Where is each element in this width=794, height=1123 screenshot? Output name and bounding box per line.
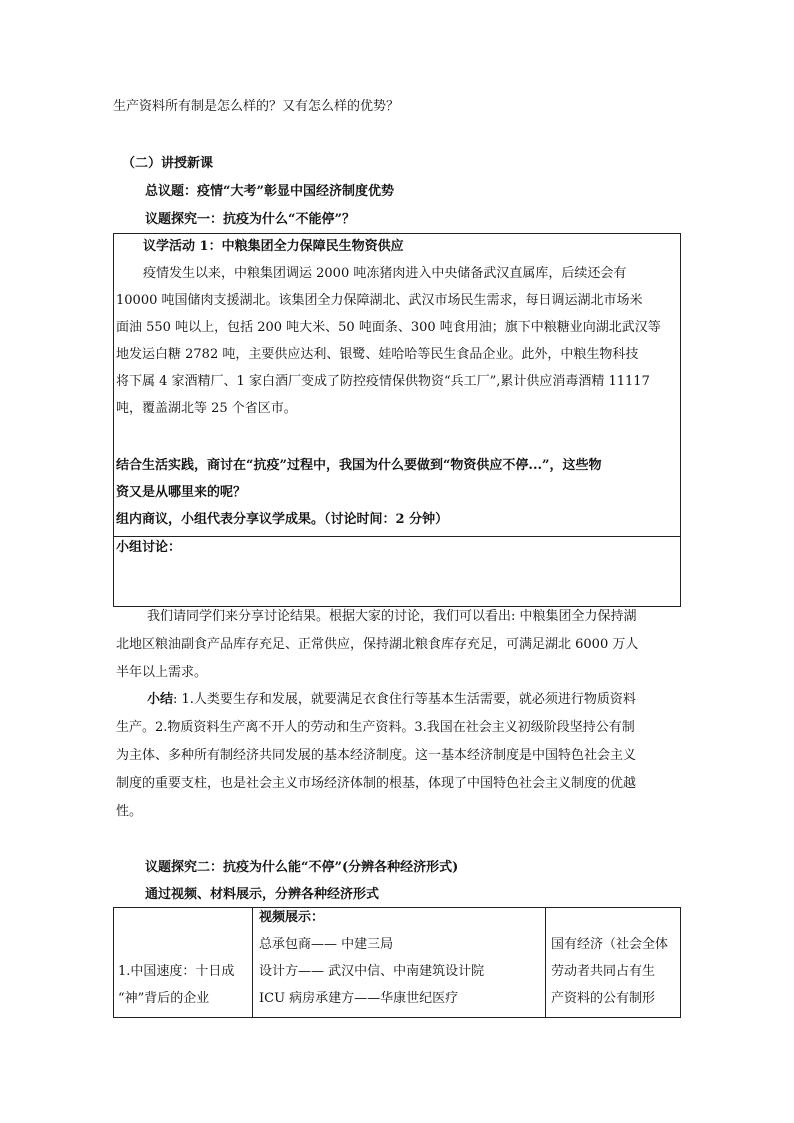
summary-line: 生产。2.物质资料生产离不开人的劳动和生产资料。3.我国在社会主义初级阶段坚持公有制 <box>116 720 635 735</box>
topic-two-heading: 议题探究二：抗疫为什么能“不停”(分辨各种经济形式) <box>145 860 459 875</box>
table-cell-economy-type: 劳动者共同占有生 <box>551 964 656 979</box>
summary-label: 小结 <box>147 692 174 707</box>
box-divider <box>113 536 681 537</box>
table-cell-economy-type: 产资料的公有制形 <box>551 991 656 1006</box>
table-cell-company: “神”背后的企业 <box>118 991 210 1006</box>
table-cell-company: 1.中国速度：十日成 <box>118 964 235 979</box>
discussion-question: 资又是从哪里来的呢？ <box>116 485 247 500</box>
discussion-question: 结合生活实践，商讨在“抗疫”过程中，我国为什么要做到“物资供应不停...”，这些物 <box>116 458 602 473</box>
intro-question: 生产资料所有制是怎么样的？又有怎么样的优势？ <box>113 99 400 114</box>
share-line: 半年以上需求。 <box>116 665 208 680</box>
activity-body-line: 将下属 4 家酒精厂、1 家白酒厂变成了防控疫情保供物资“兵工厂”,累计供应消毒酒精 11117 <box>116 374 650 389</box>
activity-body-line: 吨，覆盖湖北等 25 个省区市。 <box>116 401 297 416</box>
table-column-divider <box>545 907 546 1018</box>
share-line: 北地区粮油副食产品库存充足、正常供应，保持湖北粮食库存充足，可满足湖北 6000 万人 <box>116 637 639 652</box>
table-cell-video-title: 视频展示： <box>259 910 325 925</box>
general-topic: 总议题：疫情“大考”彰显中国经济制度优势 <box>145 184 394 199</box>
summary-first-line <box>147 686 636 714</box>
activity-body-line: 10000 吨国储肉支援湖北。该集团全力保障湖北、武汉市场民生需求，每日调运湖北市场米 <box>116 293 643 308</box>
table-column-divider <box>252 907 253 1018</box>
table-cell-video-line: ICU 病房承建方——华康世纪医疗 <box>259 991 459 1006</box>
topic-one-heading: 议题探究一：抗疫为什么“不能停”？ <box>145 212 355 227</box>
table-cell-economy-type: 国有经济（社会全体 <box>551 937 669 952</box>
summary-line: 性。 <box>116 804 143 819</box>
activity-body-line: 面油 550 吨以上，包括 200 吨大米、50 吨面条、300 吨食用油；旗下中粮糖业向湖北武汉等 <box>116 320 661 335</box>
discussion-label: 小组讨论： <box>116 540 182 555</box>
discussion-instruction: 组内商议，小组代表分享议学成果。（讨论时间：2 分钟） <box>116 512 449 527</box>
activity-title: 议学活动 1：中粮集团全力保障民生物资供应 <box>143 239 404 254</box>
table-cell-video-line: 总承包商—— 中建三局 <box>259 937 394 952</box>
summary-line: 为主体、多种所有制经济共同发展的基本经济制度。这一基本经济制度是中国特色社会主义 <box>116 748 637 763</box>
table-cell-video-line: 设计方—— 武汉中信、中南建筑设计院 <box>259 964 485 979</box>
summary-line: 制度的重要支柱，也是社会主义市场经济体制的根基，体现了中国特色社会主义制度的优越 <box>116 776 637 791</box>
topic-two-subheading: 通过视频、材料展示，分辨各种经济形式 <box>145 887 380 902</box>
summary-text: : 1.人类要生存和发展，就要满足衣食住行等基本生活需要，就必须进行物质资料 <box>173 692 636 707</box>
activity-body-line: 地发运白糖 2782 吨，主要供应达利、银鹭、娃哈哈等民生食品企业。此外，中粮生物科技 <box>116 347 639 362</box>
share-line: 我们请同学们来分享讨论结果。根据大家的讨论，我们可以看出: 中粮集团全力保持湖 <box>147 609 637 624</box>
section-heading: （二）讲授新课 <box>122 156 214 171</box>
activity-body-line: 疫情发生以来，中粮集团调运 2000 吨冻猪肉进入中央储备武汉直属库，后续还会有 <box>143 266 627 281</box>
